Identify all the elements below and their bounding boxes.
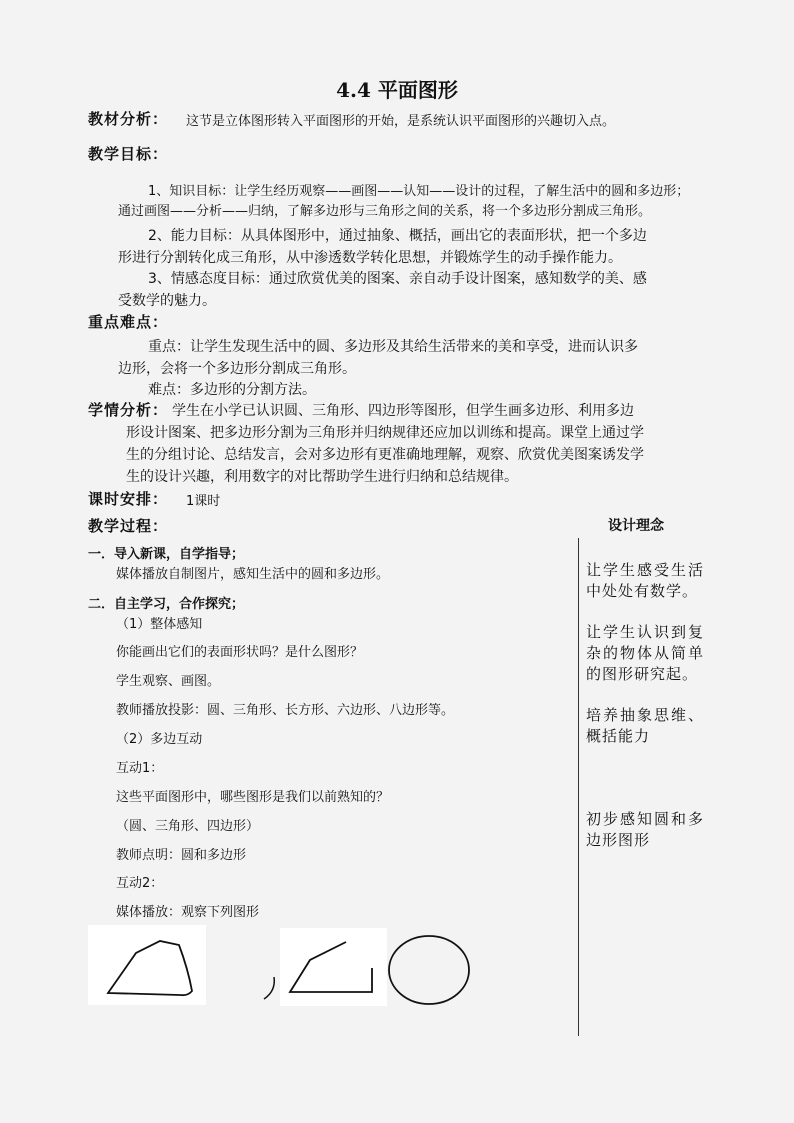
goal-2-line-2: 形进行分割转化成三角形，从中渗透数学转化思想，并锻炼学生的动手操作能力。	[118, 250, 622, 266]
section-2-heading: 二．自主学习，合作探究；	[88, 597, 245, 612]
section-2-line: （1）整体感知	[116, 617, 203, 632]
goal-3-line-2: 受数学的魅力。	[118, 293, 216, 309]
analysis-label: 教材分析：	[88, 110, 169, 128]
section-2-line: 互动1：	[116, 761, 164, 776]
design-note-2: 让学生认识到复杂的物体从简单的图形研究起。	[586, 623, 704, 683]
section-2-line: 这些平面图形中，哪些图形是我们以前熟知的？	[116, 790, 390, 805]
analysis-text: 这节是立体图形转入平面图形的开始，是系统认识平面图形的兴趣切入点。	[186, 114, 616, 129]
design-note-1: 让学生感受生活中处处有数学。	[586, 561, 704, 600]
goal-1-line-1: 1、知识目标：让学生经历观察——画图——认知——设计的过程，了解生活中的圆和多边形；	[148, 184, 690, 199]
difficulty-line: 难点：多边形的分割方法。	[148, 382, 316, 398]
pentagon-figure	[88, 925, 206, 1005]
design-header: 设计理念	[608, 518, 664, 534]
students-line-3: 生的分组讨论、总结发言，会对多边形有更准确地理解，观察、欣赏优美图案诱发学	[126, 447, 644, 463]
schedule-label: 课时安排：	[88, 490, 169, 508]
students-label: 学情分析：	[88, 401, 169, 419]
process-label: 教学过程：	[88, 517, 169, 535]
schedule-text: 1课时	[186, 494, 221, 509]
design-note-3: 培养抽象思维、概括能力	[586, 706, 704, 745]
section-1-heading: 一．导入新课，自学指导；	[88, 547, 245, 562]
section-2-line: 你能画出它们的表面形状吗？是什么图形？	[116, 645, 364, 660]
goal-2-line-1: 2、能力目标：从具体图形中，通过抽象、概括，画出它的表面形状，把一个多边	[148, 228, 647, 244]
goal-1-line-2: 通过画图——分析——归纳，了解多边形与三角形之间的关系，将一个多边形分割成三角形。	[118, 204, 652, 219]
section-2-line: 学生观察、画图。	[116, 674, 221, 689]
section-2-line: （2）多边互动	[116, 732, 203, 747]
design-note-4: 初步感知圆和多边形图形	[586, 810, 704, 849]
section-2-line: 互动2：	[116, 876, 164, 891]
keypoints-label: 重点难点：	[88, 313, 169, 331]
goals-label: 教学目标：	[88, 145, 169, 163]
column-divider	[578, 538, 579, 1036]
students-line-2: 形设计图案、把多边形分割为三角形并归纳规律还应加以训练和提高。课堂上通过学	[126, 425, 644, 441]
section-2-line: 教师播放投影：圆、三角形、长方形、六边形、八边形等。	[116, 703, 455, 718]
arc-fragment	[258, 975, 282, 1003]
students-line-4: 生的设计兴趣，利用数字的对比帮助学生进行归纳和总结规律。	[126, 469, 518, 485]
key-line-2: 边形，会将一个多边形分割成三角形。	[118, 361, 356, 377]
section-2-line: 教师点明：圆和多边形	[116, 848, 247, 863]
section-1-text: 媒体播放自制图片，感知生活中的圆和多边形。	[116, 567, 390, 582]
key-line-1: 重点：让学生发现生活中的圆、多边形及其给生活带来的美和享受，进而认识多	[148, 339, 638, 355]
goal-3-line-1: 3、情感态度目标：通过欣赏优美的图案、亲自动手设计图案，感知数学的美、感	[148, 271, 647, 287]
students-line-1: 学生在小学已认识圆、三角形、四边形等图形，但学生画多边形、利用多边	[172, 403, 634, 419]
section-2-line: 媒体播放：观察下列图形	[116, 905, 260, 920]
section-2-line: （圆、三角形、四边形）	[116, 819, 260, 834]
circle-figure	[386, 931, 472, 1007]
open-polygon-figure	[280, 928, 387, 1006]
page-title: 4.4 平面图形	[336, 78, 458, 102]
